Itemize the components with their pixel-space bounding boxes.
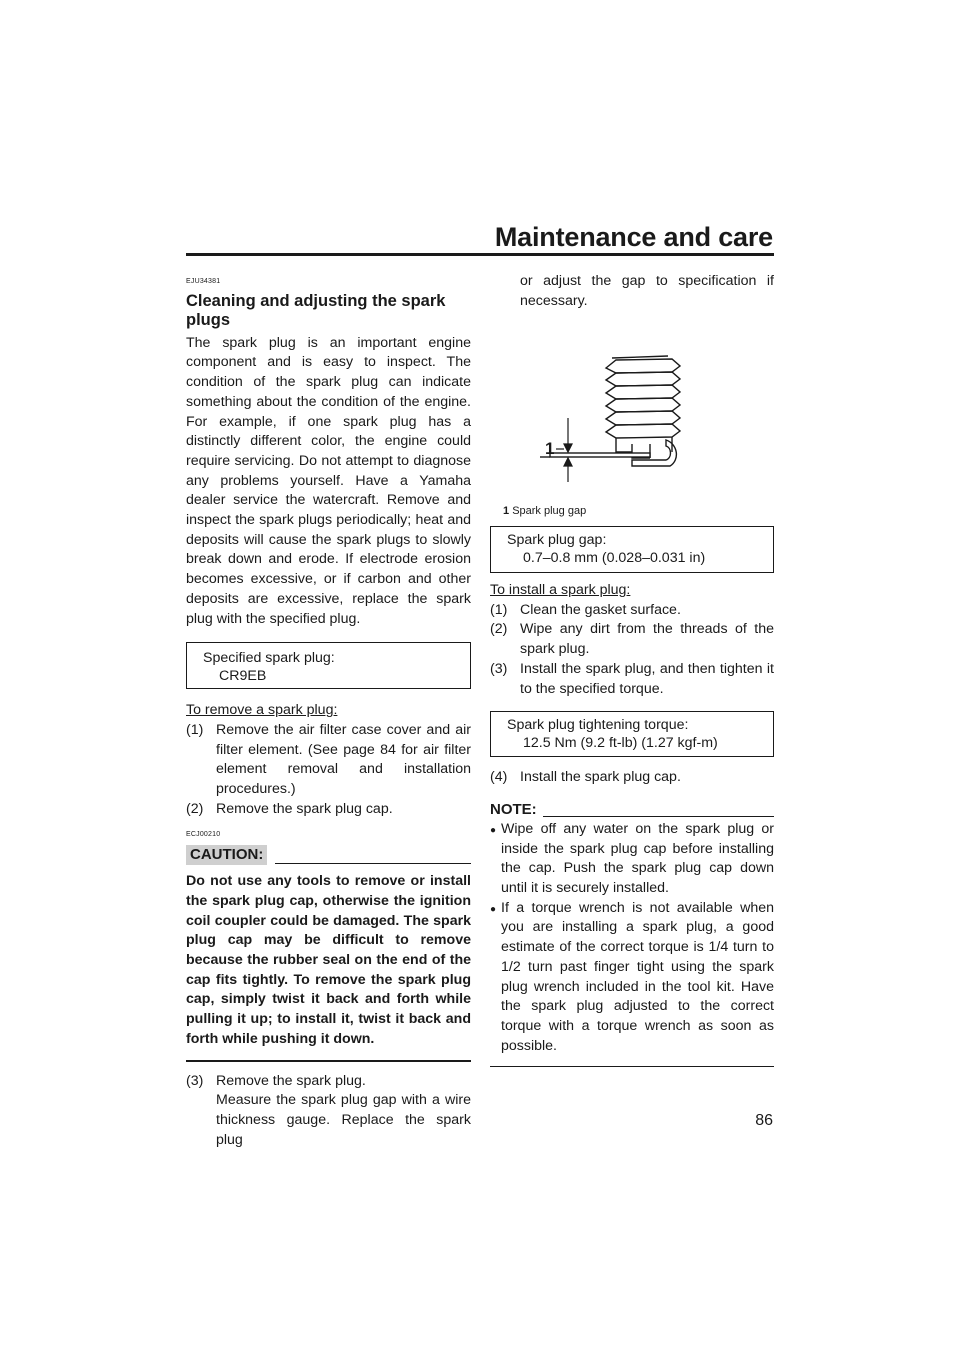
note-top-rule [543, 816, 774, 817]
step-number: (2) [186, 800, 204, 817]
spec-label: Specified spark plug: [203, 650, 335, 667]
bullet-icon: ● [490, 903, 497, 915]
step-text: Clean the gasket surface. [520, 601, 681, 618]
step-text: Install the spark plug cap. [520, 769, 681, 786]
install-step-1 [490, 601, 774, 621]
caution-top-rule [275, 863, 471, 864]
page-number: 86 [755, 1112, 773, 1129]
spark-plug-figure [520, 348, 720, 488]
section-heading: Cleaning and adjusting the spark plugs [186, 291, 446, 329]
note-label: NOTE: [490, 800, 537, 818]
install-step-3 [490, 660, 774, 699]
figure-callout-1: 1 [545, 439, 555, 458]
step-text-continued: Measure the spark plug gap with a wire thickness gauge. Replace the spark plug [216, 1092, 471, 1148]
bullet-text: Wipe off any water on the spark plug or inside the spark plug cap before installing the cap. Push the spark plug cap down until it is securely installed. [501, 820, 774, 897]
step-number: (4) [490, 769, 508, 786]
install-step-4 [490, 768, 774, 788]
header-rule [186, 253, 774, 256]
spec-value: CR9EB [219, 668, 267, 685]
step-text: Wipe any dirt from the threads of the spark plug. [520, 621, 774, 658]
bullet-icon: ● [490, 824, 497, 836]
note-header [490, 800, 774, 820]
caption-text: Spark plug gap [512, 505, 587, 517]
step-number: (1) [490, 601, 508, 618]
note-bottom-rule [490, 1066, 774, 1067]
figure-caption [490, 502, 787, 522]
remove-heading: To remove a spark plug: [186, 702, 338, 719]
spec-box-spark-plug [186, 642, 471, 689]
torque-label: Spark plug tightening torque: [507, 717, 689, 734]
gap-label: Spark plug gap: [507, 532, 607, 548]
step-3-continued: or adjust the gap to specification if necessary. [520, 273, 774, 309]
remove-step-3 [186, 1072, 471, 1151]
step-text-block [216, 1072, 471, 1151]
caution-header [186, 845, 471, 865]
right-column [490, 272, 774, 311]
intro-paragraph: The spark plug is an important engine component and is easy to inspect. The condition of the spark plug can indicate something about the condition of the engine. For example, if one spark plug has a distinctly different color, the engine could require servicing. Do not attempt to diagnose any problems yourself. Have a Yamaha dealer service the watercraft. Remove and inspect the spark plugs periodically; heat and deposits will cause the spark plugs to slowly break down and erode. If electrode erosion becomes excessive, or if carbon and other deposits are excessive, replace the spark plug with the specified plug. [186, 334, 471, 627]
note-bullet-1 [490, 820, 774, 899]
step-number: (1) [186, 721, 204, 738]
right-column-lower [490, 526, 774, 1067]
step-number: (3) [186, 1072, 204, 1089]
gap-value: 0.7–0.8 mm (0.028–0.031 in) [523, 550, 706, 566]
step-number: (2) [490, 621, 508, 638]
step-number: (3) [490, 660, 508, 677]
note-bullet-2 [490, 899, 774, 1057]
remove-step-2 [186, 800, 471, 820]
spec-box-torque [490, 711, 774, 757]
section-code: EJU34381 [186, 278, 221, 285]
caution-text: Do not use any tools to remove or install the spark plug cap, otherwise the ignition coil coupler could be damaged. The spark plug cap may be difficult to remove because the rubber seal on the end of the cap fits tightly. To remove the spark plug cap, simply twist it back and forth while pulling it up; to install it, twist it back and forth while pushing it down. [186, 873, 471, 1047]
torque-value: 12.5 Nm (9.2 ft-lb) (1.27 kgf-m) [523, 735, 718, 752]
caption-number: 1 [503, 505, 510, 517]
bullet-text: If a torque wrench is not available when you are installing a spark plug, a good estimate of the correct torque is 1/4 turn to 1/2 turn past finger tight using the spark plug wrench included in the tool kit. Have the spark plug adjusted to the correct torque with a torque wrench as soon as possible. [501, 899, 774, 1054]
page-title: Maintenance and care [494, 222, 773, 252]
spec-box-gap [490, 526, 774, 573]
step-text: Remove the air filter case cover and air filter element. (See page 84 for air filter element removal and installation procedures.) [216, 721, 471, 798]
install-step-2 [490, 620, 774, 659]
step-text: Remove the spark plug cap. [216, 800, 393, 817]
step-text: Remove the spark plug. [216, 1072, 366, 1089]
install-heading: To install a spark plug: [490, 582, 631, 598]
caution-code: ECJ00210 [186, 831, 221, 839]
remove-step-1 [186, 721, 471, 800]
step-text: Install the spark plug, and then tighten it to the specified torque. [520, 660, 774, 697]
caution-label: CAUTION: [186, 845, 267, 865]
gap-arrows [556, 418, 572, 482]
caution-bottom-rule [186, 1060, 471, 1062]
left-column [186, 272, 471, 1150]
